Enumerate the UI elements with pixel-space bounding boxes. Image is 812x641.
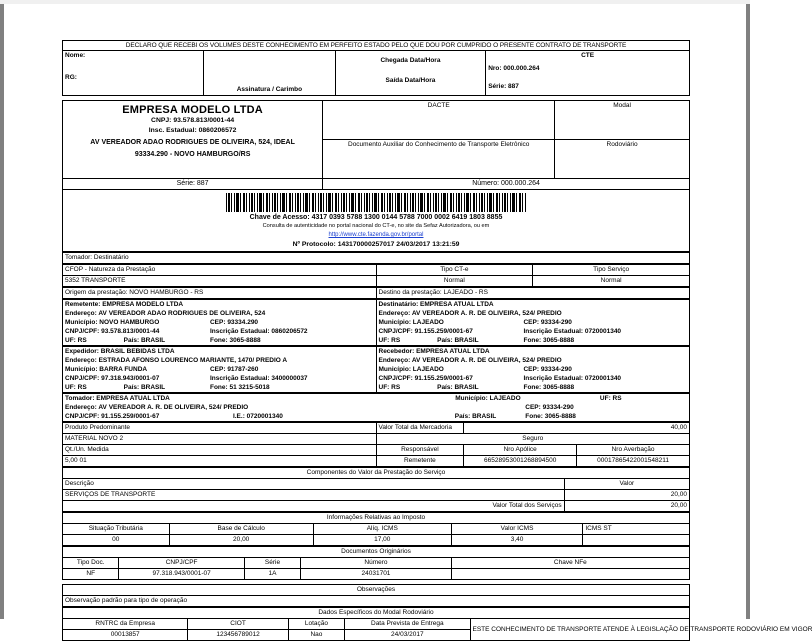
produto-value: MATERIAL NOVO 2 — [63, 434, 377, 445]
cfop-label: CFOP - Natureza da Prestação — [63, 265, 377, 276]
data-prevista-value: 24/03/2017 — [345, 630, 470, 641]
destinatario-fone: Fone: 3065-8888 — [523, 337, 575, 344]
destinatario-municipio: Município: LAJEADO — [378, 319, 444, 326]
qt-un-medida-label: Qt./Un. Medida — [63, 445, 377, 456]
valor-mercadoria-label: Valor Total da Mercadoria — [376, 423, 464, 434]
remetente-cnpj: CNPJ/CPF: 93.578.813/0001-44 — [65, 328, 160, 335]
tomador-cnpj: CNPJ/CPF: 91.155.259/0001-67 — [65, 413, 160, 420]
destinatario-cep: CEP: 93334-290 — [523, 319, 572, 326]
destinatario-title: Destinatário: EMPRESA ATUAL LTDA — [378, 301, 494, 308]
remetente-cep: CEP: 93334.290 — [209, 319, 259, 326]
modal-rodoviario-block — [62, 607, 812, 641]
remetente-fone: Fone: 3065-8888 — [209, 337, 261, 344]
chave-acesso: Chave de Acesso: 4317 0393 5788 1300 0144 5788 7000 0002 6419 1803 8855 — [249, 214, 503, 221]
remetente-uf: UF: RS — [65, 337, 87, 344]
valor-icms-label: Valor ICMS — [451, 524, 583, 535]
receipt-header-block — [62, 40, 690, 96]
rg-label: RG: — [65, 74, 77, 81]
data-prevista-label: Data Prevista de Entrega — [345, 619, 470, 630]
doc-cnpj-value: 97.318.943/0001-07 — [119, 569, 244, 580]
rntrc-label: RNTRC da Empresa — [63, 619, 188, 630]
ciot-value: 123456789012 — [188, 630, 288, 641]
recebedor-municipio: Município: LAJEADO — [378, 366, 444, 373]
receiver-name-rg-cell — [63, 51, 204, 96]
tipo-cte-label: Tipo CT-e — [376, 265, 533, 276]
modal-header-row — [63, 619, 690, 630]
remetente-pais: País: BRASIL — [123, 337, 166, 344]
remetente-box — [63, 300, 377, 346]
declaration-row — [63, 41, 690, 51]
protocolo-text: Nº Protocolo: 143170000257017 24/03/2017 13:21:59 — [292, 241, 460, 248]
aliq-icms-value: 17,00 — [313, 535, 451, 546]
tipo-servico-label: Tipo Serviço — [533, 265, 690, 276]
tipo-doc-value: NF — [63, 569, 119, 580]
recebedor-pais: País: BRASIL — [437, 384, 479, 391]
tipo-cte-value: Normal — [376, 276, 533, 287]
portal-url-link[interactable]: http://www.cte.fazenda.gov.br/portal — [328, 232, 424, 238]
observacoes-text: Observação padrão para tipo de operação — [63, 596, 690, 607]
seguro-averbacao-label: Nro Averbação — [577, 445, 690, 456]
dacte-subtitle: Documento Auxiliar do Conhecimento de Transporte Eletrônico — [323, 140, 555, 179]
viewer-right-frame — [746, 4, 750, 619]
nome-label: Nome: — [65, 52, 86, 59]
doc-serie-value: 1A — [244, 569, 300, 580]
recebedor-cnpj: CNPJ/CPF: 91.155.259/0001-67 — [378, 375, 473, 382]
seguro-apolice-value: 66528953001268894500 — [464, 456, 577, 467]
viewer-top-strip — [0, 0, 750, 4]
barcode-image — [226, 193, 526, 212]
componentes-title: Componentes do Valor da Prestação do Serviço — [63, 468, 690, 479]
recebedor-fone: Fone: 3065-8888 — [523, 384, 575, 391]
tomador-ie: I.E.: 0720001340 — [232, 413, 283, 420]
recebedor-title: Recebedor: EMPRESA ATUAL LTDA — [378, 348, 490, 355]
destinatario-endereco: Endereço: AV VEREADOR A. R. DE OLIVEIRA, 524/ PREDIO — [378, 310, 562, 317]
tipo-servico-value: Normal — [533, 276, 690, 287]
valor-mercadoria-value: 40,00 — [464, 423, 690, 434]
componente-valor: 20,00 — [564, 490, 689, 501]
destinatario-pais: País: BRASIL — [437, 337, 479, 344]
tipo-doc-label: Tipo Doc. — [63, 558, 119, 569]
tomador-cep: CEP: 93334-290 — [525, 404, 574, 411]
expedidor-pais: País: BRASIL — [123, 384, 166, 391]
declaration-text: DECLARO QUE RECEBI OS VOLUMES DESTE CONHECIMENTO EM PERFEITO ESTADO PELO QUE DOU POR CUMPRIDO O PRESENTE CONTRATO DE TRANSPORTE — [63, 41, 690, 51]
base-calculo-label: Base de Cálculo — [169, 524, 313, 535]
emitente-name: EMPRESA MODELO LTDA — [122, 104, 263, 116]
produto-label: Produto Predominante — [63, 423, 377, 434]
recebedor-uf: UF: RS — [378, 384, 401, 391]
dacte-document-page — [62, 40, 812, 641]
signature-cell — [204, 51, 336, 96]
expedidor-cnpj: CNPJ/CPF: 97.318.943/0001-07 — [65, 375, 160, 382]
viewer-left-frame — [0, 4, 4, 619]
imposto-header-row — [63, 524, 690, 535]
remetente-endereco: Endereço: AV VEREADOR ADAO RODRIGUES DE OLIVEIRA, 524 — [65, 310, 266, 317]
recebedor-box — [376, 347, 690, 393]
icms-st-label: ICMS ST — [583, 524, 690, 535]
base-calculo-value: 20,00 — [169, 535, 313, 546]
situacao-tributaria-label: Situação Tributária — [63, 524, 170, 535]
seguro-averbacao-value: 00017865422001548211 — [577, 456, 690, 467]
barcode-chave-cell — [63, 190, 690, 252]
cfop-block — [62, 264, 690, 287]
saida-label: Saída Data/Hora — [385, 77, 436, 84]
imposto-block — [62, 512, 690, 546]
expedidor-cep: CEP: 91787-260 — [209, 366, 259, 373]
modal-value: Rodoviário — [555, 140, 690, 179]
documentos-originarios-title: Documentos Originários — [63, 547, 690, 558]
destino-prestacao: Destino da prestação: LAJEADO - RS — [376, 288, 690, 299]
expedidor-ie: Inscrição Estadual: 3400000037 — [209, 375, 308, 382]
destinatario-uf: UF: RS — [378, 337, 401, 344]
componentes-desc-header: Descrição — [63, 479, 565, 490]
dacte-title: DACTE — [323, 101, 555, 140]
tomador-pais: País: BRASIL — [454, 413, 497, 420]
ciot-label: CIOT — [188, 619, 288, 630]
chave-nfe-label: Chave NFe — [451, 558, 689, 569]
emitente-ie: Insc. Estadual: 0860206572 — [148, 127, 237, 134]
destinatario-box — [376, 300, 690, 346]
imposto-title: Informações Relativas ao Imposto — [63, 513, 690, 524]
emitente-dacte-block — [62, 100, 690, 252]
lotacao-value: Nao — [288, 630, 344, 641]
prestacao-block — [62, 287, 690, 299]
qt-un-medida-value: 5,00 01 — [63, 456, 377, 467]
tomador-endereco: Endereço: AV VEREADOR A. R. DE OLIVEIRA, 524/ PREDIO — [65, 404, 249, 411]
seguro-responsavel-label: Responsável — [376, 445, 464, 456]
cfop-value: 5352 TRANSPORTE — [63, 276, 377, 287]
cte-title: CTE — [581, 52, 595, 59]
tomador-municipio: Município: LAJEADO — [455, 395, 521, 402]
lotacao-label: Lotação — [288, 619, 344, 630]
documentos-header-row — [63, 558, 690, 569]
emitente-address: AV VEREADOR ADAO RODRIGUES DE OLIVEIRA, 524, IDEAL — [90, 139, 295, 146]
recebedor-ie: Inscrição Estadual: 0720001340 — [523, 375, 622, 382]
doc-numero-value: 24031701 — [301, 569, 451, 580]
valor-total-servicos-label: Valor Total dos Serviços — [63, 501, 565, 512]
tomador-uf: UF: RS — [599, 395, 622, 402]
expedidor-box — [63, 347, 377, 393]
expedidor-municipio: Município: BARRA FUNDA — [65, 366, 148, 373]
chegada-label: Chegada Data/Hora — [380, 57, 441, 64]
expedidor-uf: UF: RS — [65, 384, 87, 391]
destinatario-ie: Inscrição Estadual: 0720001340 — [523, 328, 622, 335]
seguro-responsavel-value: Remetente — [376, 456, 464, 467]
table-row — [63, 569, 690, 580]
observacoes-title: Observações — [63, 585, 690, 596]
doc-serie-label: Série — [244, 558, 300, 569]
observacoes-block — [62, 584, 690, 607]
componentes-row — [63, 490, 690, 501]
chave-nfe-value — [451, 569, 689, 580]
valor-total-servicos-value: 20,00 — [564, 501, 689, 512]
modal-label: Modal — [555, 101, 690, 140]
expedidor-endereco: Endereço: ESTRADA AFONSO LOURENCO MARIANTE, 1470/ PREDIO A — [65, 357, 288, 364]
seguro-apolice-label: Nro Apólice — [464, 445, 577, 456]
seguro-title: Seguro — [376, 434, 690, 445]
tomador-box — [63, 394, 690, 422]
icms-st-value — [583, 535, 690, 546]
destinatario-cnpj: CNPJ/CPF: 91.155.259/0001-67 — [378, 328, 473, 335]
imposto-value-row — [63, 535, 690, 546]
doc-numero-label: Número — [301, 558, 451, 569]
componente-descricao: SERVIÇOS DE TRANSPORTE — [63, 490, 565, 501]
emitente-box — [63, 101, 323, 179]
remetente-destinatario-block — [62, 299, 690, 346]
remetente-title: Remetente: EMPRESA MODELO LTDA — [65, 301, 184, 308]
signature-label: Assinatura / Carimbo — [236, 86, 303, 93]
produto-seguro-block — [62, 422, 690, 467]
recebedor-cep: CEP: 93334-290 — [523, 366, 572, 373]
expedidor-recebedor-block — [62, 346, 690, 393]
valor-icms-value: 3,40 — [451, 535, 583, 546]
legal-note-text: ESTE CONHECIMENTO DE TRANSPORTE ATENDE À LEGISLAÇÃO DE TRANSPORTE RODOVIÁRIO EM VIGOR — [470, 619, 689, 641]
dacte-numero: Número: 000.000.264 — [323, 179, 690, 190]
rntrc-value: 00013857 — [63, 630, 188, 641]
componentes-block — [62, 467, 690, 512]
recebedor-endereco: Endereço: AV VEREADOR A. R. DE OLIVEIRA, 524/ PREDIO — [378, 357, 562, 364]
remetente-ie: Inscrição Estadual: 0860206572 — [209, 328, 308, 335]
aliq-icms-label: Alíq. ICMS — [313, 524, 451, 535]
consulta-text: Consulta de autenticidade no portal nacional do CT-e, no site da Sefaz Autorizadora, ou em — [262, 223, 490, 229]
documentos-originarios-block — [62, 546, 690, 580]
cte-serie: Série: 887 — [488, 83, 519, 90]
origem-prestacao: Origem da prestação: NOVO HAMBURGO - RS — [63, 288, 377, 299]
tomador-line-block — [62, 252, 690, 264]
dacte-serie: Série: 887 — [63, 179, 323, 190]
modal-rodoviario-title: Dados Específicos do Modal Rodoviário — [63, 608, 690, 619]
cte-number-cell — [486, 51, 690, 96]
situacao-tributaria-value: 00 — [63, 535, 170, 546]
componentes-valor-header: Valor — [564, 479, 689, 490]
tomador-detail-block — [62, 393, 690, 422]
remetente-municipio: Município: NOVO HAMBURGO — [65, 319, 160, 326]
expedidor-title: Expedidor: BRASIL BEBIDAS LTDA — [65, 348, 175, 355]
tomador-title: Tomador: EMPRESA ATUAL LTDA — [65, 395, 170, 402]
expedidor-fone: Fone: 51 3215-5018 — [209, 384, 270, 391]
doc-cnpj-label: CNPJ/CPF — [119, 558, 244, 569]
tomador-destinatario: Tomador: Destinatário — [63, 253, 690, 264]
tomador-fone: Fone: 3065-8888 — [525, 413, 576, 420]
emitente-cnpj: CNPJ: 93.578.813/0001-44 — [151, 117, 235, 124]
cte-nro: Nro: 000.000.264 — [488, 65, 540, 72]
arrival-departure-cell — [335, 51, 485, 96]
emitente-city: 93334.290 - NOVO HAMBURGO/RS — [134, 151, 251, 158]
